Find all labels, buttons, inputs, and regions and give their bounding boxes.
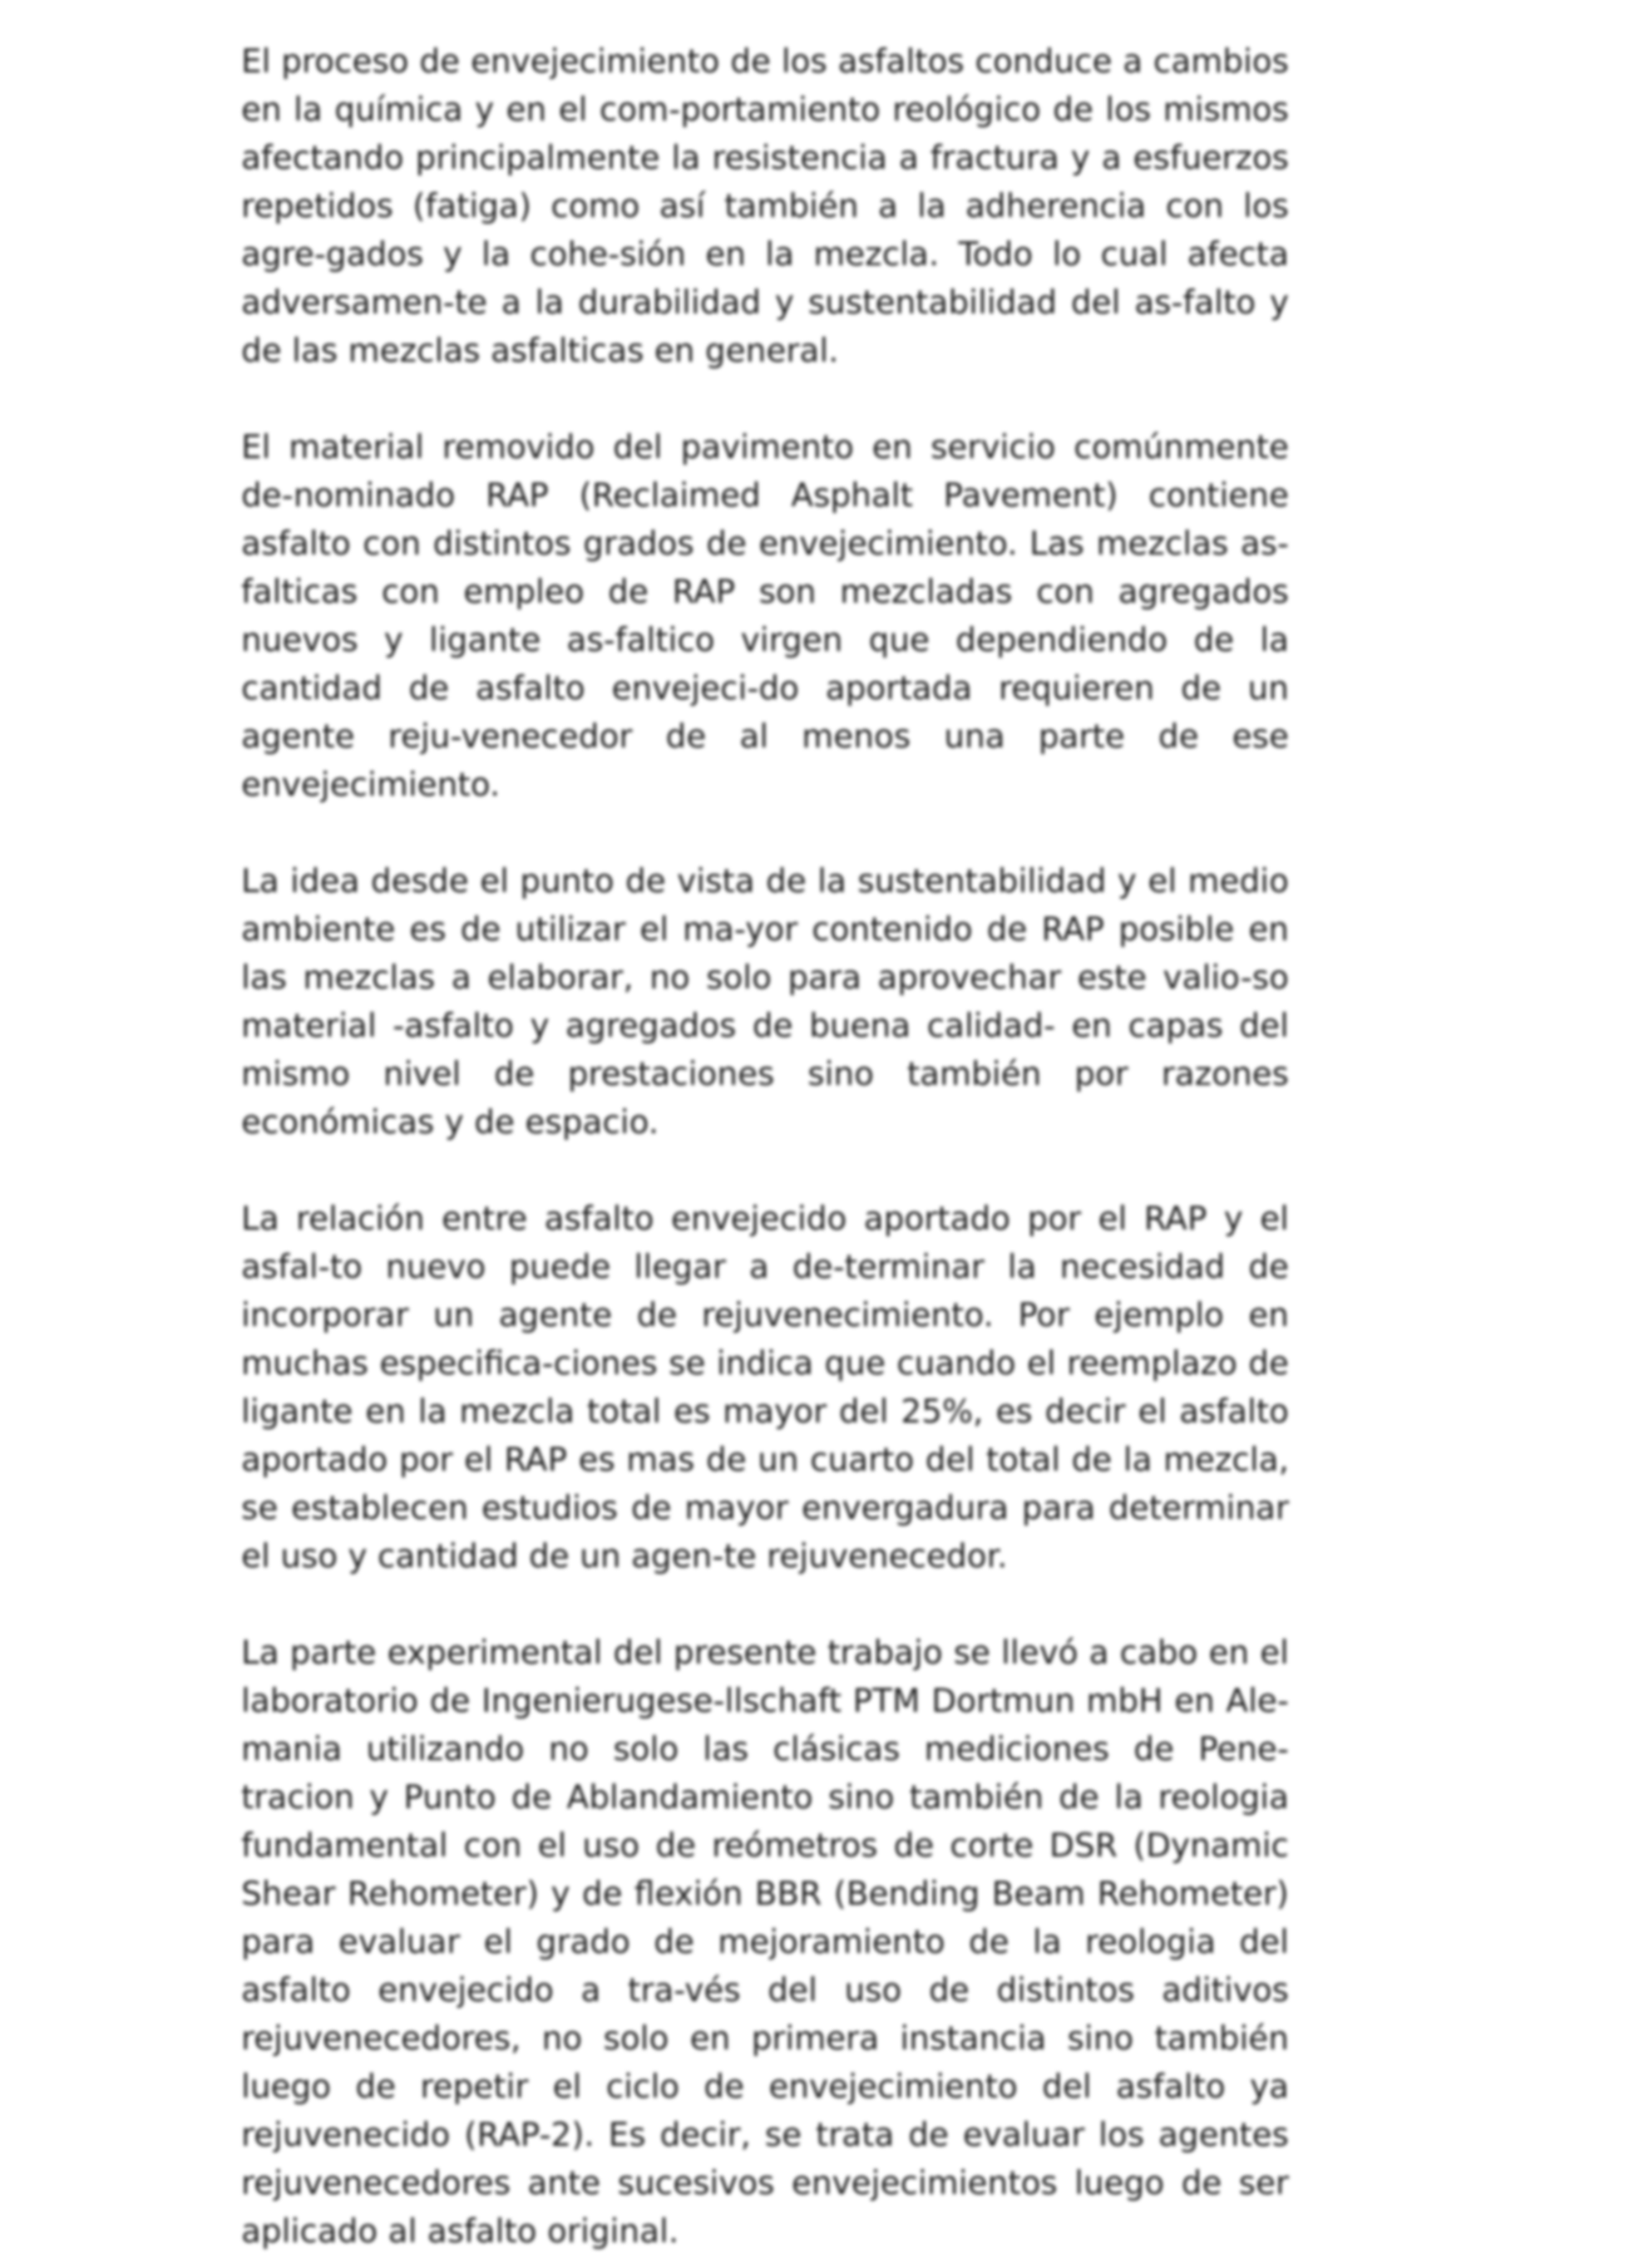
paragraph-experimental: La parte experimental del presente trabajo se llevó a cabo en el laboratorio de Ingenierugese-llschaft PTM Dortmun mbH en Ale-mania utilizando no solo las clásicas mediciones de Pene-tracion y Punto de Ablandamiento sino también de la reologia fundamental con el uso de reómetros de corte DSR (Dynamic Shear Rehometer) y de flexión BBR (Bending Beam Rehometer) para evaluar el grado de mejoramiento de la reologia del asfalto envejecido a tra-vés del uso de distintos aditivos rejuvenecedores, no solo en primera instancia sino también luego de repetir el ciclo de envejecimiento del asfalto ya rejuvenecido (RAP-2). Es decir, se trata de evaluar los agentes rejuvenecedores ante sucesivos envejecimientos luego de ser aplicado al asfalto original. xyxy=(241,1634,1289,2251)
paragraph-binder-ratio: La relación entre asfalto envejecido aportado por el RAP y el asfal-to nuevo puede llegar a de-terminar la necesidad de incorporar un agente de rejuvenecimiento. Por ejemplo en muchas especifica-ciones se indica que cuando el reemplazo de ligante en la mezcla total es mayor del 25%, es decir el asfalto aportado por el RAP es mas de un cuarto del total de la mezcla, se establecen estudios de mayor envergadura para determinar el uso y cantidad de un agen-te rejuvenecedor. xyxy=(241,1201,1289,1575)
body-text xyxy=(241,38,1289,2256)
paragraph-rap-material: El material removido del pavimento en servicio comúnmente de-nominado RAP (Reclaimed Asphalt Pavement) contiene asfalto con distintos grados de envejecimiento. Las mezclas as-falticas con empleo de RAP son mezcladas con agregados nuevos y ligante as-faltico virgen que dependiendo de la cantidad de asfalto envejeci-do aportada requieren de un agente reju-venecedor de al menos una parte de ese envejecimiento. xyxy=(241,429,1289,804)
paragraph-sustainability: La idea desde el punto de vista de la sustentabilidad y el medio ambiente es de utilizar el ma-yor contenido de RAP posible en las mezclas a elaborar, no solo para aprovechar este valio-so material -asfalto y agregados de buena calidad- en capas del mismo nivel de prestaciones sino también por razones económicas y de espacio. xyxy=(241,863,1289,1141)
paragraph-aging-process: El proceso de envejecimiento de los asfaltos conduce a cambios en la química y en el com-portamiento reológico de los mismos afectando principalmente la resistencia a fractura y a esfuerzos repetidos (fatiga) como así también a la adherencia con los agre-gados y la cohe-sión en la mezcla. Todo lo cual afecta adversamen-te a la durabilidad y sustentabilidad del as-falto y de las mezclas asfalticas en general. xyxy=(241,43,1289,370)
